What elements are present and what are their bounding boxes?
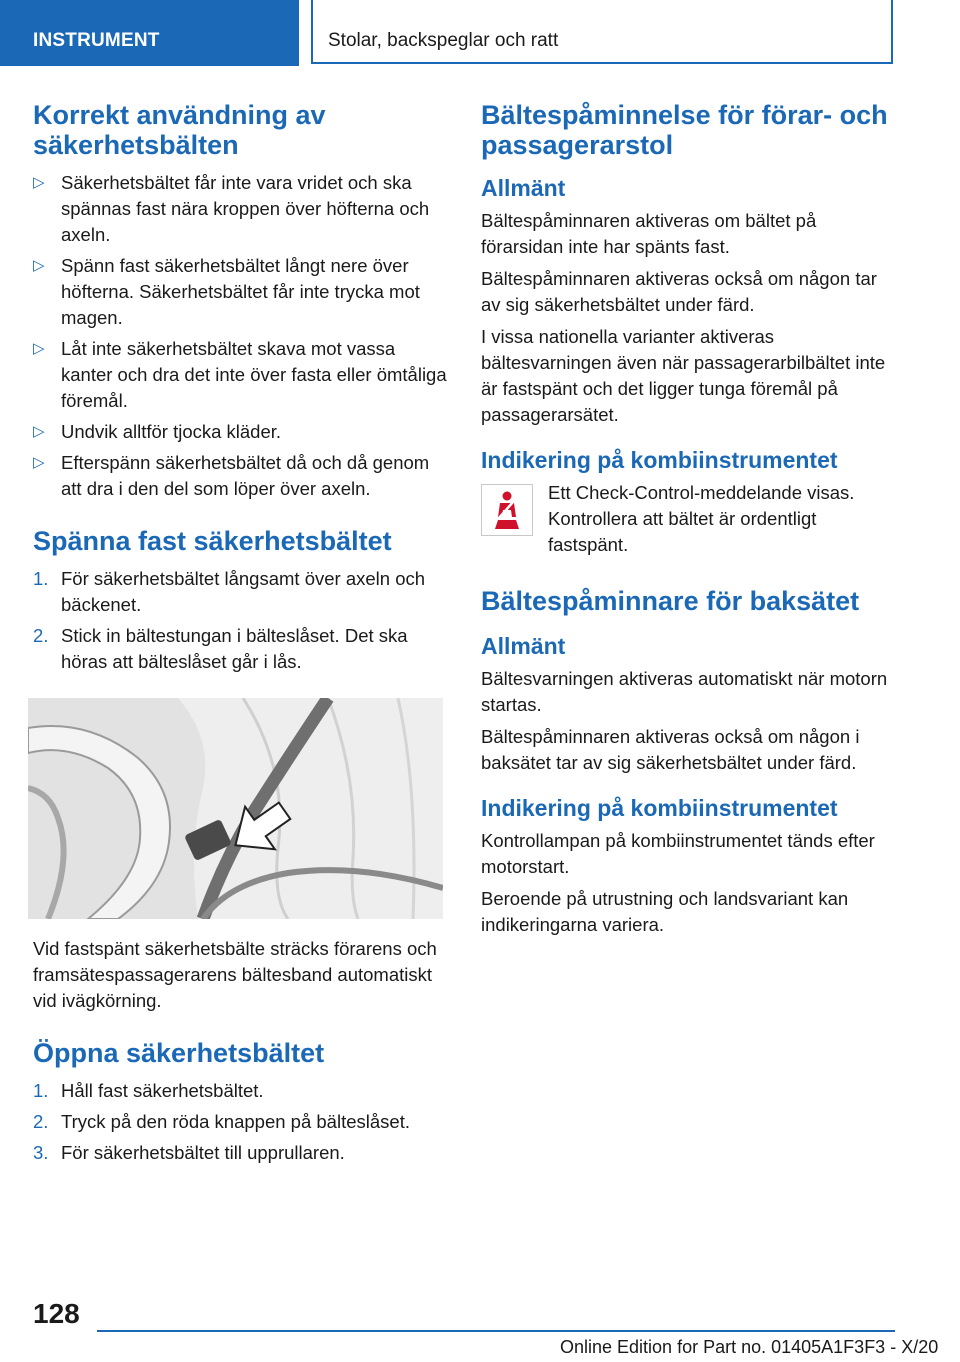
step-number: 2. [33, 625, 49, 646]
heading-open-belt: Öppna säkerhetsbältet [33, 1038, 325, 1068]
step-number: 1. [33, 568, 49, 589]
subheading-general: Allmänt [481, 175, 566, 201]
triangle-bullet-icon: ▷ [33, 257, 45, 274]
fasten-steps-list [33, 566, 448, 675]
list-item: 1. Håll fast säkerhetsbältet. [33, 1078, 448, 1104]
edition-note: Online Edition for Part no. 01405A1F3F3 - X/20 [560, 1337, 939, 1357]
list-item: ▷ Undvik alltför tjocka kläder. [33, 419, 448, 445]
page-number: 128 [33, 1298, 80, 1329]
list-item: ▷ Spänn fast säkerhetsbältet långt nere över höfterna. Säkerhetsbältet får inte trycka mot magen. [33, 255, 420, 328]
triangle-bullet-icon: ▷ [33, 454, 45, 471]
triangle-bullet-icon: ▷ [33, 174, 45, 191]
step-number: 1. [33, 1080, 49, 1101]
heading-belt-reminder-front: Bältespåminnelse för förar- och passagerarstol [481, 100, 888, 160]
seat-belt-illustration [28, 698, 443, 919]
heading-fasten-belt: Spänna fast säkerhetsbältet [33, 526, 392, 556]
list-item: ▷ Säkerhetsbältet får inte vara vridet och ska spännas fast nära kroppen över höfterna och axeln. [33, 172, 430, 245]
seat-belt-warning-icon [481, 484, 533, 536]
triangle-bullet-icon: ▷ [33, 340, 45, 357]
correct-use-list [33, 170, 448, 502]
chapter-title: Stolar, backspeglar och ratt [328, 30, 559, 51]
list-item: ▷ Efterspänn säkerhetsbältet då och då genom att dra i den del som löper över axeln. [33, 452, 430, 499]
section-label: INSTRUMENT [33, 30, 160, 51]
paragraph: Beroende på utrustning och landsvariant kan indikeringarna variera. [481, 888, 849, 935]
indication-block [481, 480, 899, 558]
fastened-note: Vid fastspänt säkerhetsbälte sträcks förarens och framsätespassagerarens bältesband automatiskt vid ivägkörning. [33, 938, 437, 1011]
left-column [33, 100, 448, 1171]
list-item: 3. För säkerhetsbältet till upprullaren. [33, 1140, 448, 1166]
paragraph: Bältespåminnaren aktiveras också om någon tar av sig säkerhetsbältet under färd. [481, 268, 877, 315]
subheading-general: Allmänt [481, 633, 566, 659]
list-item: 2. Stick in bältestungan i bälteslåset. Det ska höras att bälteslåset går i lås. [33, 625, 408, 672]
step-number: 3. [33, 1142, 49, 1163]
chapter-header [311, 0, 893, 64]
heading-belt-reminder-rear: Bältespåminnare för baksätet [481, 586, 860, 616]
triangle-bullet-icon: ▷ [33, 423, 45, 440]
paragraph: Bältespåminnaren aktiveras om bältet på förarsidan inte har spänts fast. [481, 210, 817, 257]
subheading-indication: Indikering på kombiinstrumentet [481, 447, 838, 473]
paragraph: I vissa nationella varianter aktiveras bältesvarningen även när passagerarbilbältet inte är fastspänt och det ligger tunga föremål på passagerarsätet. [481, 326, 886, 425]
paragraph: Bältespåminnaren aktiveras också om någon i baksätet tar av sig säkerhetsbältet under färd. [481, 726, 860, 773]
paragraph: Kontrollampan på kombiinstrumentet tänds efter motorstart. [481, 830, 875, 877]
section-tab [0, 0, 299, 66]
subheading-indication: Indikering på kombiinstrumentet [481, 795, 838, 821]
step-number: 2. [33, 1111, 49, 1132]
list-item: 2. Tryck på den röda knappen på bälteslåset. [33, 1109, 448, 1135]
paragraph: Bältesvarningen aktiveras automatiskt när motorn startas. [481, 668, 888, 715]
list-item: 1. För säkerhetsbältet långsamt över axeln och bäckenet. [33, 568, 426, 615]
right-column [481, 100, 899, 944]
indication-text: Ett Check-Control-meddelande visas. Kontrollera att bältet är ordentligt fastspänt. [548, 482, 855, 555]
heading-correct-use: Korrekt användning av säkerhetsbälten [33, 100, 326, 160]
open-steps-list [33, 1078, 448, 1166]
footer-divider [97, 1330, 895, 1332]
list-item: ▷ Låt inte säkerhetsbältet skava mot vassa kanter och dra det inte över fasta eller ömtåliga föremål. [33, 338, 447, 411]
